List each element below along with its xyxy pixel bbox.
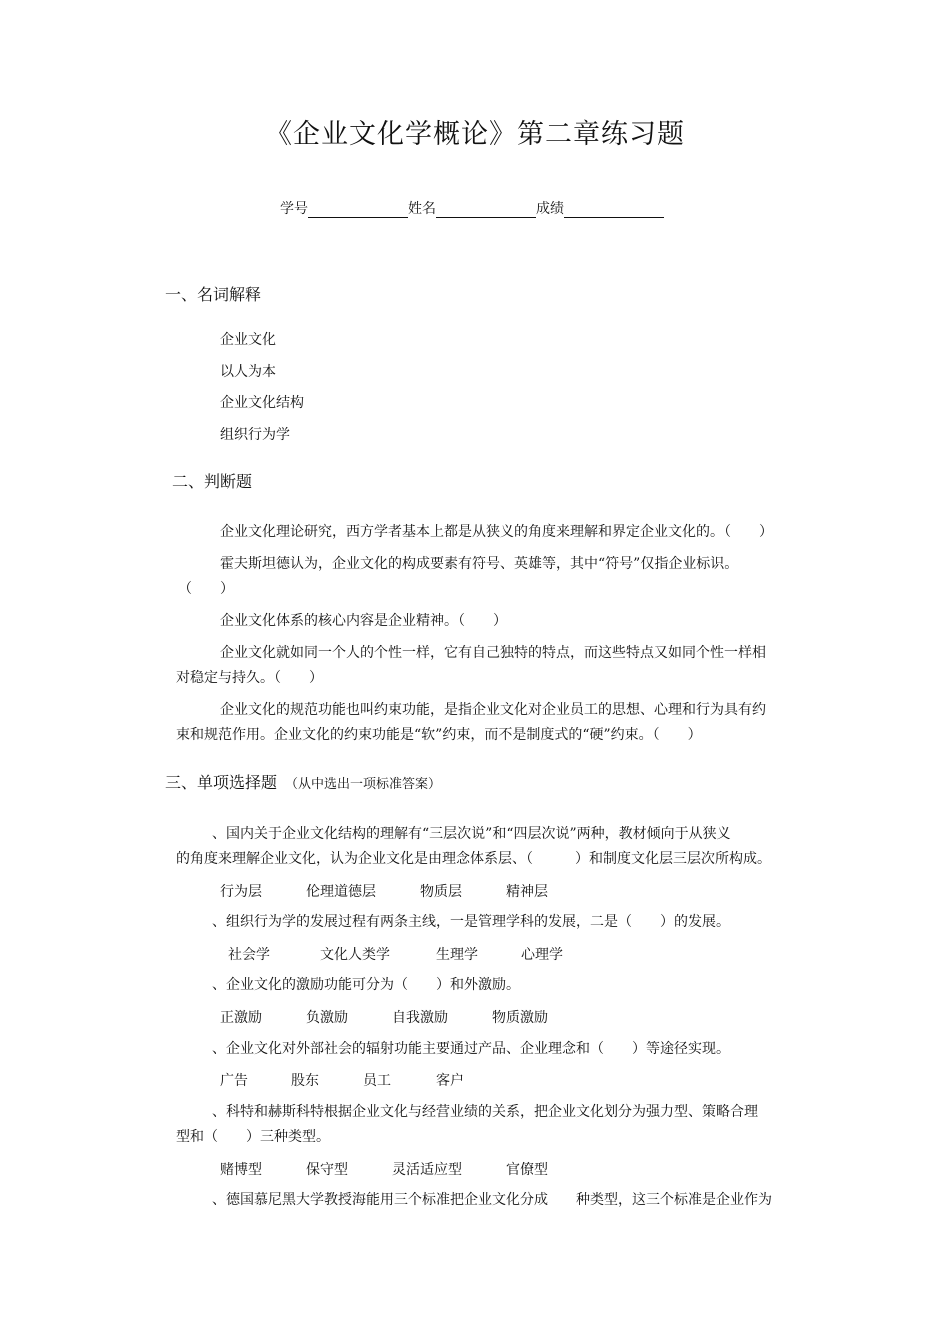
option-b: 负激励 bbox=[306, 1010, 348, 1026]
choice-question: 、国内关于企业文化结构的理解有“三层次说”和“四层次说”两种，教材倾向于从狭义 bbox=[212, 826, 731, 842]
option-a: 广告 bbox=[220, 1073, 248, 1089]
section2-heading: 二、判断题 bbox=[172, 472, 253, 491]
judgment-question: 企业文化就如同一个人的个性一样，它有自己独特的特点，而这些特点又如同个性一样相 bbox=[220, 645, 766, 661]
term-item: 组织行为学 bbox=[220, 427, 290, 443]
section1-heading: 一、名词解释 bbox=[165, 285, 262, 304]
option-b: 伦理道德层 bbox=[306, 884, 376, 900]
judgment-question: 企业文化的规范功能也叫约束功能，是指企业文化对企业员工的思想、心理和行为具有约 bbox=[220, 702, 766, 718]
judgment-question-cont: （ ） bbox=[178, 581, 234, 597]
section3-heading bbox=[165, 770, 441, 793]
page-title: 《企业文化学概论》第二章练习题 bbox=[265, 119, 685, 150]
option-c: 自我激励 bbox=[392, 1010, 448, 1026]
option-c: 灵活适应型 bbox=[392, 1162, 462, 1178]
option-d: 客户 bbox=[436, 1073, 464, 1089]
choice-question: 、企业文化的激励功能可分为（ ）和外激励。 bbox=[212, 977, 520, 993]
option-d: 官僚型 bbox=[506, 1162, 548, 1178]
choice-question: 、组织行为学的发展过程有两条主线，一是管理学科的发展，二是（ ）的发展。 bbox=[212, 914, 730, 930]
name-blank[interactable] bbox=[436, 201, 536, 218]
section3-title: 三、单项选择题 bbox=[165, 773, 278, 792]
option-d: 心理学 bbox=[521, 947, 563, 963]
option-a: 赌博型 bbox=[220, 1162, 262, 1178]
term-item: 企业文化结构 bbox=[220, 395, 304, 411]
judgment-question-cont: 束和规范作用。企业文化的约束功能是“软”约束，而不是制度式的“硬”约束。（ ） bbox=[176, 727, 702, 743]
judgment-question: 企业文化理论研究，西方学者基本上都是从狭义的角度来理解和界定企业文化的。（ ） bbox=[220, 524, 773, 540]
choice-question-cont: 的角度来理解企业文化，认为企业文化是由理念体系层、（ ）和制度文化层三层次所构成。 bbox=[176, 851, 771, 867]
choice-question: 、企业文化对外部社会的辐射功能主要通过产品、企业理念和（ ）等途径实现。 bbox=[212, 1041, 730, 1057]
option-b: 保守型 bbox=[306, 1162, 348, 1178]
name-label: 姓名 bbox=[408, 201, 436, 217]
option-d: 物质激励 bbox=[492, 1010, 548, 1026]
judgment-question: 企业文化体系的核心内容是企业精神。（ ） bbox=[220, 613, 507, 629]
choice-question-cont: 型和（ ）三种类型。 bbox=[176, 1129, 330, 1145]
option-c: 物质层 bbox=[420, 884, 462, 900]
option-c: 员工 bbox=[363, 1073, 391, 1089]
choice-question: 、科特和赫斯科特根据企业文化与经营业绩的关系，把企业文化划分为强力型、策略合理 bbox=[212, 1104, 758, 1120]
judgment-question-cont: 对稳定与持久。（ ） bbox=[176, 670, 323, 686]
option-a: 社会学 bbox=[228, 947, 270, 963]
section3-note: （从中选出一项标准答案） bbox=[285, 777, 442, 792]
score-label: 成绩 bbox=[536, 201, 564, 217]
student-id-label: 学号 bbox=[280, 201, 308, 217]
term-item: 企业文化 bbox=[220, 332, 276, 348]
choice-question: 、德国慕尼黑大学教授海能用三个标准把企业文化分成 种类型，这三个标准是企业作为 bbox=[212, 1192, 772, 1208]
option-a: 行为层 bbox=[220, 884, 262, 900]
option-b: 文化人类学 bbox=[320, 947, 390, 963]
option-b: 股东 bbox=[291, 1073, 319, 1089]
student-info-line bbox=[280, 198, 664, 218]
judgment-question: 霍夫斯坦德认为，企业文化的构成要素有符号、英雄等，其中“符号”仅指企业标识。 bbox=[220, 556, 739, 572]
term-item: 以人为本 bbox=[220, 364, 276, 380]
option-c: 生理学 bbox=[436, 947, 478, 963]
option-d: 精神层 bbox=[506, 884, 548, 900]
student-id-blank[interactable] bbox=[308, 201, 408, 218]
score-blank[interactable] bbox=[564, 201, 664, 218]
option-a: 正激励 bbox=[220, 1010, 262, 1026]
